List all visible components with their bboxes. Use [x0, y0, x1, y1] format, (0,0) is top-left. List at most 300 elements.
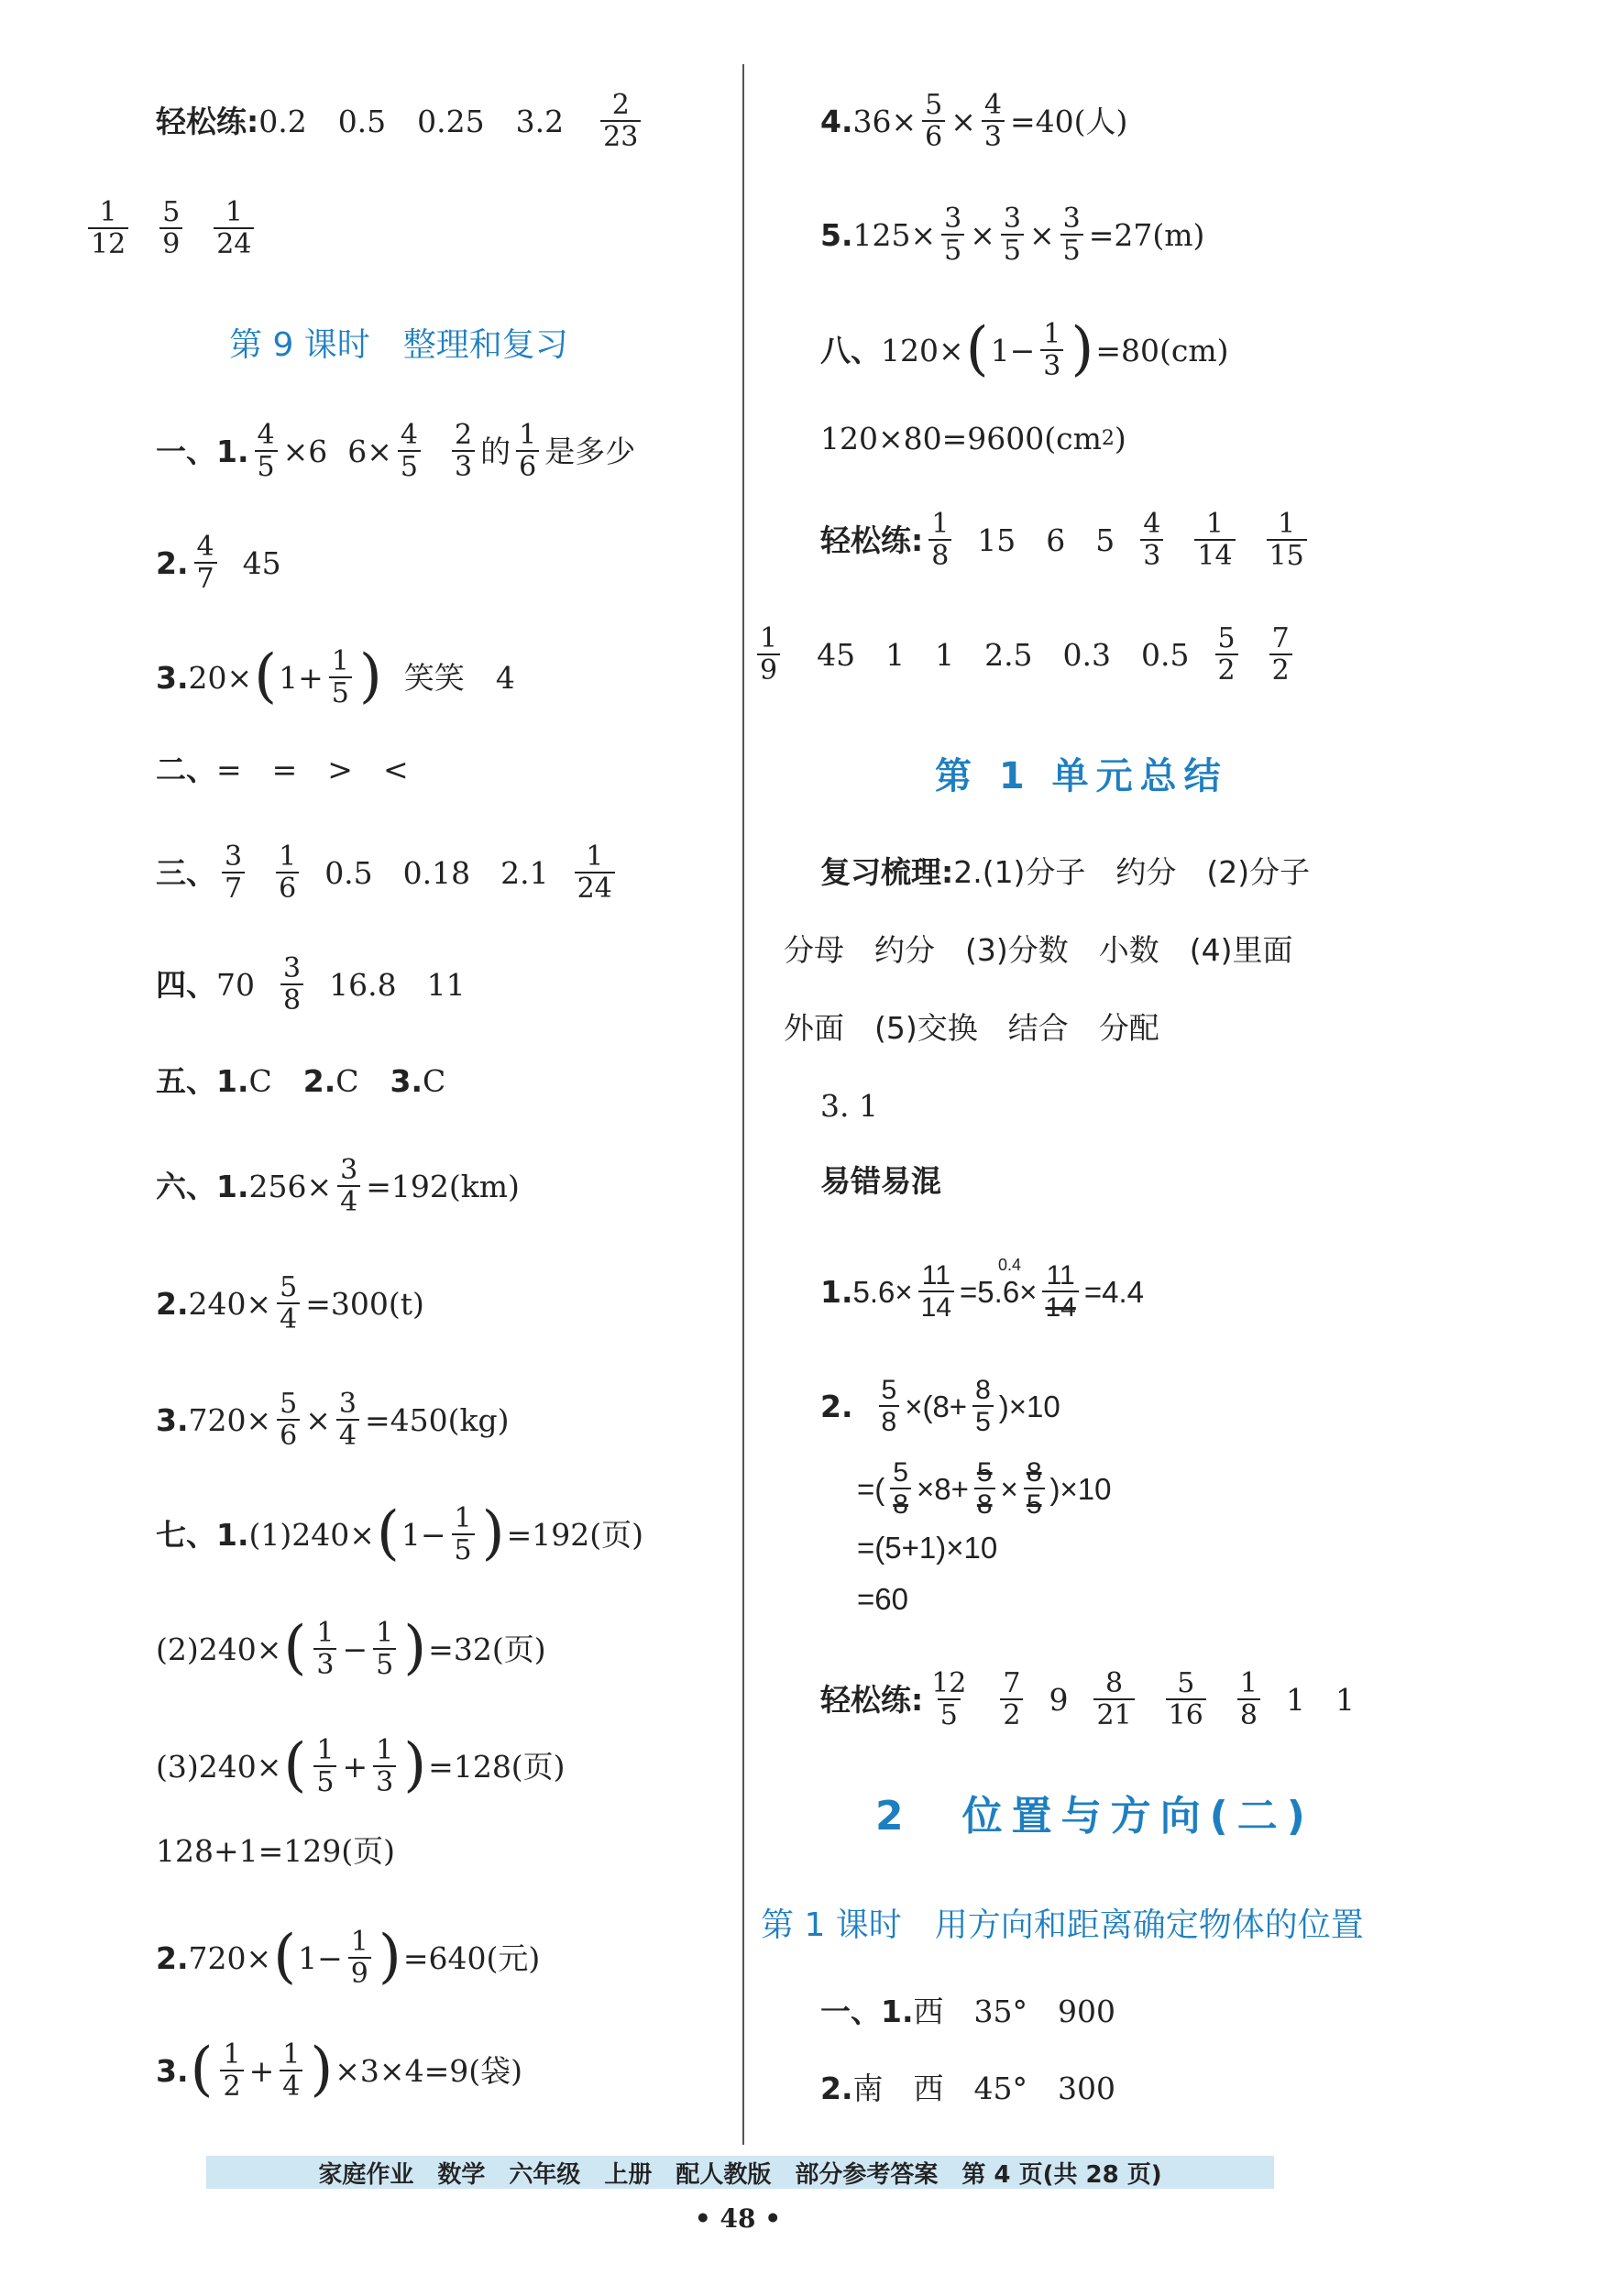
numerator: 5 — [976, 1457, 993, 1488]
text: ×(8+ — [905, 1389, 968, 1423]
fraction — [373, 1735, 396, 1797]
denominator: 3 — [373, 1765, 396, 1797]
denominator: 5 — [373, 1648, 396, 1680]
mistake-2-line2 — [857, 1457, 1111, 1520]
text: 1− — [401, 1516, 446, 1553]
review-3 — [820, 1088, 878, 1124]
text: =192(页) — [506, 1516, 643, 1553]
numerator: 1 — [931, 508, 950, 540]
denominator: 5 — [398, 450, 421, 482]
numerator: 8 — [1105, 1667, 1124, 1699]
denominator: 6 — [922, 120, 945, 152]
r-easy-practice — [820, 509, 1313, 571]
text: 720× — [188, 1401, 272, 1438]
denominator: 6 — [276, 872, 299, 904]
numerator: 3 — [338, 1388, 357, 1420]
numerator: 5 — [1177, 1667, 1195, 1699]
fraction — [600, 90, 641, 152]
denominator: 2 — [1215, 654, 1238, 686]
question-label: 3. — [156, 2052, 189, 2089]
question-label: 一、1. — [156, 433, 249, 469]
question-label: 5. — [820, 216, 853, 253]
numerator: 1 — [760, 622, 778, 654]
numerator: 3 — [944, 203, 962, 235]
review-line-3 — [784, 1010, 1159, 1046]
fraction — [879, 1375, 900, 1437]
text: ) — [1114, 421, 1126, 456]
text: =192(km) — [366, 1168, 520, 1204]
fraction — [1267, 509, 1307, 571]
text: C — [335, 1063, 359, 1099]
page-number: • 48 • — [694, 2203, 782, 2234]
text: − — [342, 1631, 368, 1667]
q3 — [156, 841, 621, 904]
denominator: 4 — [337, 1185, 360, 1217]
denominator: 5 — [1001, 234, 1024, 266]
text: 4 — [495, 659, 515, 696]
numerator: 5 — [881, 1375, 897, 1405]
text: + — [342, 1748, 368, 1785]
numerator: 1 — [1043, 318, 1061, 350]
denominator: 14 — [1194, 539, 1235, 571]
text: 120×80=9600(cm — [820, 421, 1102, 456]
numerator: 1 — [350, 1926, 368, 1958]
fraction — [1215, 623, 1238, 686]
denominator: 5 — [452, 1533, 475, 1565]
q6-3 — [156, 1389, 510, 1451]
fraction — [974, 1457, 995, 1520]
paren: ) — [378, 1923, 401, 1992]
text: 1+ — [279, 659, 324, 696]
denominator: 24 — [214, 227, 254, 259]
text: =( — [857, 1471, 885, 1506]
numerator: 8 — [1026, 1457, 1042, 1488]
fraction — [890, 1457, 911, 1520]
mistake-2-line3 — [857, 1532, 997, 1563]
text: 笑笑 — [403, 659, 465, 696]
numerator: 1 — [223, 2038, 241, 2071]
denominator: 4 — [280, 2070, 302, 2102]
value: 0.25 — [417, 103, 485, 139]
lesson1-heading: 第 1 课时 用方向和距离确定物体的位置 — [761, 1906, 1364, 1944]
text: =450(kg) — [364, 1401, 510, 1438]
fraction — [1040, 319, 1063, 381]
denominator: 2 — [220, 2070, 243, 2102]
denominator: 5 — [938, 1698, 961, 1730]
text: =40(人) — [1010, 103, 1128, 139]
question-label: 2. — [156, 1939, 189, 1976]
r-q8-line2 — [820, 423, 1126, 454]
text: 0.5 0.18 2.1 — [324, 854, 549, 891]
value: 0.5 — [337, 103, 387, 139]
question-label: 六、1. — [156, 1168, 249, 1204]
denominator: 3 — [982, 120, 1005, 152]
q1-2 — [156, 532, 281, 594]
question-label: 2. — [820, 1388, 853, 1424]
numerator: 3 — [283, 952, 302, 984]
mistake-2-line4 — [857, 1584, 908, 1614]
r-q5 — [820, 203, 1204, 266]
text: =640(元) — [402, 1939, 541, 1976]
text: 1− — [990, 332, 1036, 368]
value: 3.2 — [515, 103, 565, 139]
denominator: 9 — [757, 654, 780, 686]
text: =60 — [857, 1582, 908, 1616]
fraction — [277, 1389, 300, 1451]
text: 36× — [852, 103, 917, 139]
denominator: 8 — [974, 1488, 995, 1520]
denominator: 14 — [918, 1291, 954, 1323]
fraction — [336, 1389, 359, 1451]
fraction — [941, 203, 964, 266]
text: (3)240× — [156, 1748, 282, 1785]
easy-practice-line — [156, 90, 646, 152]
numerator: 8 — [975, 1375, 991, 1405]
numerator: 11 — [921, 1260, 950, 1291]
easy-practice-line-2 — [82, 197, 259, 259]
numerator: 2 — [455, 419, 473, 451]
fraction — [194, 532, 217, 594]
fraction — [575, 841, 615, 904]
lesson9-heading: 第 9 课时 整理和复习 — [229, 326, 568, 364]
q7-1-4 — [156, 1833, 396, 1869]
q1-1 — [156, 420, 635, 482]
text: =300(t) — [305, 1285, 424, 1322]
review-label: 复习梳理: — [820, 854, 954, 890]
denominator: 3 — [1040, 349, 1063, 381]
mistake-heading — [820, 1163, 941, 1199]
text: × — [1000, 1471, 1018, 1506]
denominator: 5 — [255, 450, 278, 482]
denominator: 5 — [1024, 1488, 1045, 1520]
denominator: 8 — [890, 1488, 911, 1520]
text: × — [970, 216, 995, 253]
denominator: 7 — [194, 562, 217, 594]
fraction — [1060, 203, 1083, 266]
denominator: 8 — [280, 983, 303, 1016]
paren: ) — [1071, 315, 1094, 384]
numerator: 3 — [340, 1154, 358, 1186]
easy-practice-label: 轻松练: — [820, 1681, 924, 1718]
fraction — [88, 197, 128, 259]
numerator: 4 — [400, 419, 418, 451]
text: 240× — [188, 1285, 272, 1322]
unit1-summary-heading: 第 1 单元总结 — [935, 755, 1228, 797]
denominator: 9 — [348, 1957, 371, 1989]
numerator: 4 — [983, 89, 1002, 121]
question-label: 3. — [156, 1401, 189, 1438]
text: + — [248, 2052, 275, 2089]
text: 45 — [242, 544, 281, 581]
text: 1− — [298, 1939, 343, 1976]
q7-3 — [156, 2036, 522, 2104]
paren: ) — [403, 1731, 427, 1800]
text: )×10 — [1049, 1471, 1112, 1506]
fraction — [280, 2039, 302, 2102]
fraction — [1194, 509, 1235, 571]
paren: ( — [283, 1614, 307, 1683]
q7-1 — [156, 1500, 643, 1568]
numerator: 1 — [279, 840, 297, 873]
paren: ( — [376, 1500, 400, 1568]
text: 9 — [1049, 1681, 1069, 1718]
numerator: 1 — [586, 840, 604, 873]
text: × — [1028, 216, 1055, 253]
question-label: 4. — [820, 103, 853, 139]
question-label: 四、 — [156, 966, 216, 1003]
text: 3. 1 — [820, 1088, 878, 1124]
numerator: 1 — [316, 1734, 335, 1766]
text: 5.6× — [852, 1274, 913, 1309]
denominator: 5 — [329, 676, 352, 709]
denominator: 3 — [313, 1648, 336, 1680]
fraction — [918, 1260, 954, 1323]
q7-1-3 — [156, 1731, 566, 1800]
text: )×10 — [998, 1389, 1060, 1423]
text: 易错易混 — [820, 1163, 941, 1199]
chapter2-heading: 2 位置与方向(二) — [875, 1793, 1314, 1840]
text: (2)240× — [156, 1631, 282, 1667]
paren: ( — [273, 1923, 297, 1992]
fraction — [928, 509, 951, 571]
fraction — [398, 420, 421, 482]
denominator: 3 — [452, 450, 475, 482]
text: 1. — [216, 1063, 249, 1099]
text: 外面 (5)交换 结合 分配 — [784, 1010, 1159, 1046]
text: 分母 约分 (3)分数 小数 (4)里面 — [784, 932, 1293, 968]
numerator: 7 — [1003, 1667, 1021, 1699]
easy-practice-label: 轻松练: — [156, 103, 259, 139]
q6-2 — [156, 1272, 424, 1335]
denominator: 16 — [1166, 1698, 1206, 1730]
text: 是多少 — [544, 433, 636, 469]
fraction — [1140, 509, 1163, 571]
denominator: 5 — [1060, 234, 1083, 266]
column-divider — [742, 64, 744, 2145]
question-label: 3. — [156, 659, 189, 696]
question-label: 一、1. — [820, 1994, 914, 2029]
fraction — [452, 1503, 475, 1565]
fraction — [1269, 623, 1292, 686]
fraction — [757, 623, 780, 686]
numerator: 5 — [893, 1457, 908, 1488]
mistake-2-line1 — [820, 1375, 1060, 1437]
text: 6× — [347, 433, 392, 469]
q5 — [156, 1063, 446, 1099]
numerator: 1 — [519, 419, 537, 451]
cancel-mark: 0.4 — [998, 1255, 1022, 1274]
q7-2 — [156, 1923, 541, 1992]
numerator: 1 — [316, 1617, 335, 1649]
q1-3 — [156, 643, 515, 711]
fraction — [1093, 1668, 1134, 1730]
numerator: 5 — [162, 196, 181, 228]
text: =4.4 — [1083, 1274, 1144, 1309]
numerator: 1 — [376, 1617, 394, 1649]
text: 西 35° 900 — [913, 1994, 1115, 2029]
fraction — [1237, 1668, 1260, 1730]
fraction — [1001, 203, 1024, 266]
fraction — [280, 953, 303, 1016]
numerator: 1 — [331, 645, 349, 677]
fraction — [982, 90, 1005, 152]
denominator: 2 — [1000, 1698, 1023, 1730]
fraction — [348, 1927, 371, 1989]
review-line-2 — [784, 932, 1293, 968]
denominator: 12 — [88, 227, 128, 259]
numerator: 1 — [1278, 508, 1296, 540]
fraction — [452, 420, 475, 482]
fraction — [922, 90, 945, 152]
numerator: 5 — [1217, 622, 1236, 654]
paren: ) — [310, 2036, 334, 2104]
denominator: 24 — [575, 872, 615, 904]
text: 15 6 5 — [977, 522, 1115, 558]
text: 2.(1)分子 约分 (2)分子 — [953, 854, 1311, 890]
text: 1 1 — [1285, 1681, 1355, 1718]
value: 0.2 — [258, 103, 307, 139]
denominator: 8 — [1237, 1698, 1260, 1730]
numerator: 3 — [1003, 203, 1021, 235]
easy-practice-label: 轻松练: — [820, 522, 924, 558]
q2 — [156, 754, 409, 785]
text: 2 — [1101, 426, 1115, 450]
denominator: 5 — [313, 1765, 336, 1797]
question-label: 2. — [156, 1285, 189, 1322]
numerator: 12 — [931, 1667, 967, 1699]
text: 16.8 11 — [329, 966, 466, 1003]
l1-q2 — [820, 2073, 1115, 2104]
text: 120× — [881, 332, 964, 368]
fraction — [277, 1272, 300, 1335]
text: =27(m) — [1088, 216, 1205, 253]
text: ×6 — [282, 433, 328, 469]
r-easy-practice-2 — [752, 623, 1298, 686]
text: = = > < — [216, 752, 409, 787]
cancelled-expr — [960, 1255, 1038, 1309]
text: 70 — [216, 966, 255, 1003]
question-label: 三、 — [156, 854, 216, 891]
fraction — [214, 197, 254, 259]
denominator: 7 — [222, 872, 245, 904]
fraction — [1024, 1457, 1045, 1520]
denominator: 21 — [1093, 1698, 1134, 1730]
text: × — [305, 1401, 331, 1438]
numerator: 4 — [1143, 508, 1161, 540]
denominator: 3 — [1140, 539, 1163, 571]
paren: ( — [254, 643, 278, 711]
numerator: 1 — [376, 1734, 394, 1766]
text: ×8+ — [916, 1471, 969, 1506]
text: C — [248, 1063, 272, 1099]
numerator: 4 — [257, 419, 275, 451]
text: × — [950, 103, 976, 139]
r-easy-practice-3 — [820, 1668, 1355, 1730]
text: (1)240× — [248, 1516, 375, 1553]
question-label: 2. — [820, 2071, 853, 2106]
page-footer: 家庭作业 数学 六年级 上册 配人教版 部分参考答案 第 4 页(共 28 页) — [206, 2156, 1274, 2189]
q6-1 — [156, 1155, 520, 1217]
denominator: 5 — [941, 234, 964, 266]
question-label: 二、 — [156, 752, 216, 787]
question-label: 七、1. — [156, 1516, 249, 1553]
text: =5.6× — [960, 1274, 1038, 1309]
text: 125× — [852, 216, 937, 253]
text: 2. — [302, 1063, 336, 1099]
numerator: 11 — [1046, 1260, 1075, 1291]
fraction — [1042, 1260, 1078, 1323]
text: 的 — [480, 433, 511, 469]
text: 南 西 45° 300 — [852, 2071, 1115, 2106]
fraction — [972, 1375, 994, 1437]
mistake-1 — [820, 1255, 1144, 1323]
paren: ( — [283, 1731, 307, 1800]
numerator: 4 — [196, 531, 214, 563]
numerator: 5 — [280, 1271, 298, 1303]
text: 720× — [188, 1939, 272, 1976]
q7-1-2 — [156, 1614, 546, 1683]
numerator: 1 — [99, 196, 117, 228]
text: ×3×4=9(袋) — [335, 2052, 522, 2089]
text: =128(页) — [428, 1748, 566, 1785]
text: =80(cm) — [1095, 332, 1229, 368]
paren: ) — [358, 643, 382, 711]
text: 3. — [390, 1063, 423, 1099]
paren: ) — [481, 1500, 505, 1568]
fraction — [1000, 1668, 1023, 1730]
denominator: 15 — [1267, 539, 1307, 571]
fraction — [276, 841, 299, 904]
text: 128+1=129(页) — [156, 1833, 396, 1869]
fraction — [337, 1155, 360, 1217]
denominator: 9 — [159, 227, 182, 259]
denominator: 8 — [879, 1405, 900, 1437]
denominator: 8 — [928, 539, 951, 571]
fraction — [220, 2039, 243, 2102]
numerator: 5 — [925, 89, 943, 121]
fraction — [1166, 1668, 1206, 1730]
denominator: 14 — [1042, 1291, 1078, 1323]
fraction — [255, 420, 278, 482]
text: =32(页) — [428, 1631, 546, 1667]
denominator: 6 — [277, 1419, 300, 1451]
text: 20× — [188, 659, 253, 696]
numerator: 2 — [611, 89, 630, 121]
denominator: 4 — [277, 1302, 300, 1335]
fraction — [313, 1618, 336, 1680]
fraction — [222, 841, 245, 904]
question-label: 八、 — [820, 332, 881, 368]
numerator: 5 — [280, 1388, 298, 1420]
denominator: 6 — [516, 450, 539, 482]
denominator: 5 — [972, 1405, 994, 1437]
fraction — [516, 420, 539, 482]
fraction — [313, 1735, 336, 1797]
numerator: 3 — [1062, 203, 1081, 235]
fraction — [928, 1668, 969, 1730]
numerator: 1 — [454, 1502, 472, 1534]
question-label: 2. — [156, 544, 189, 581]
question-label: 五、 — [156, 1063, 216, 1099]
denominator: 2 — [1269, 654, 1292, 686]
fraction — [329, 646, 352, 709]
l1-q1 — [820, 1996, 1115, 2027]
numerator: 3 — [225, 840, 243, 873]
numerator: 7 — [1271, 622, 1290, 654]
denominator: 23 — [600, 120, 641, 152]
denominator: 4 — [336, 1419, 359, 1451]
q4 — [156, 953, 466, 1016]
